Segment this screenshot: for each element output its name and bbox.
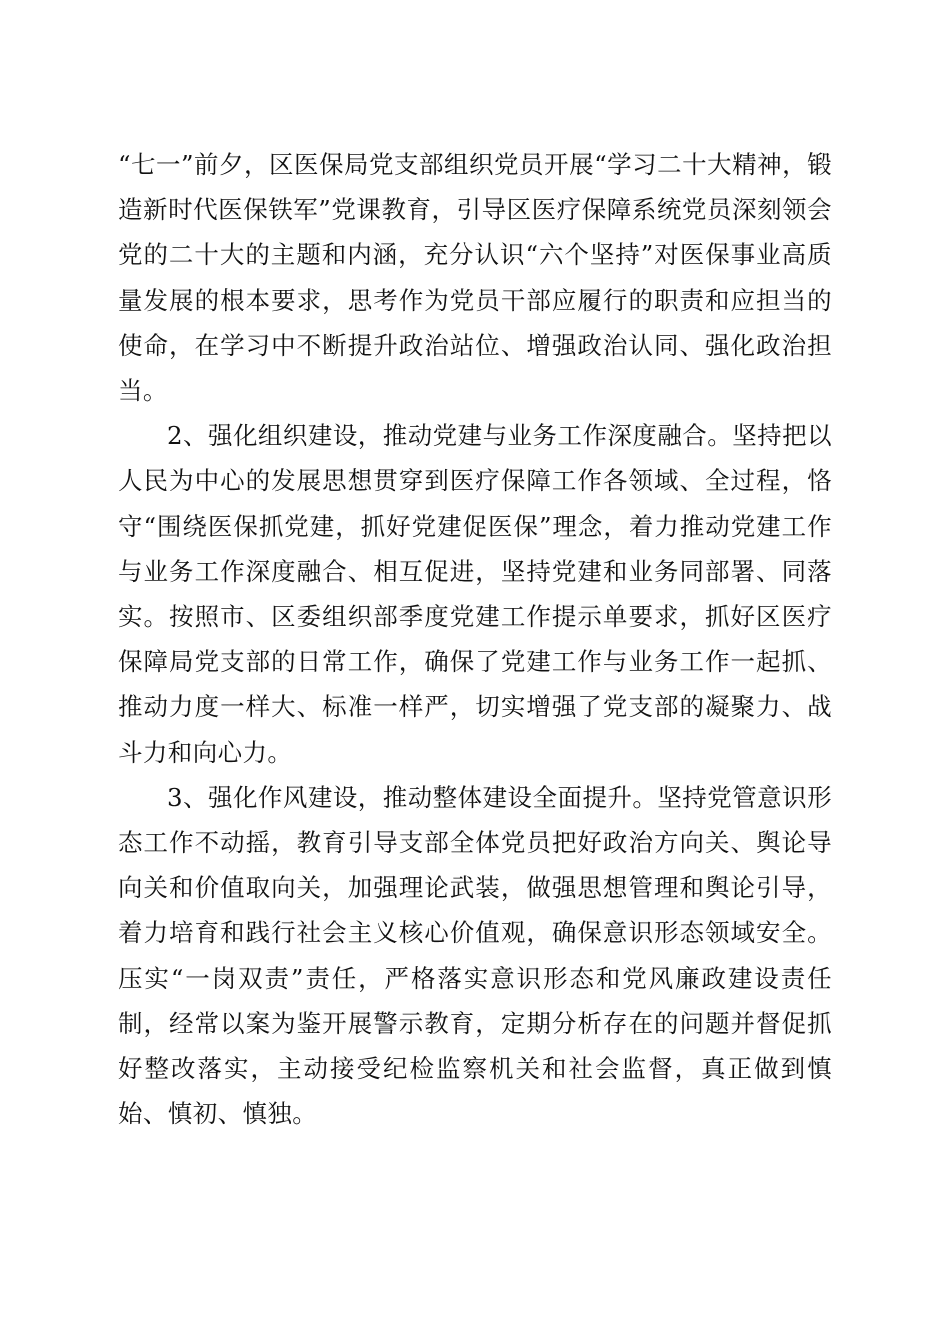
document-body bbox=[118, 142, 832, 1136]
paragraph-continuation: “七一”前夕，区医保局党支部组织党员开展“学习二十大精神，锻造新时代医保铁军”党课教育，引导区医疗保障系统党员深刻领会党的二十大的主题和内涵，充分认识“六个坚持”对医保事业高质量发展的根本要求，思考作为党员干部应履行的职责和应担当的使命，在学习中不断提升政治站位、增强政治认同、强化政治担当。 bbox=[118, 150, 832, 406]
paragraph-work-style-building: 3、强化作风建设，推动整体建设全面提升。坚持党管意识形态工作不动摇，教育引导支部全体党员把好政治方向关、舆论导向关和价值取向关，加强理论武装，做强思想管理和舆论引导，着力培育和践行社会主义核心价值观，确保意识形态领域安全。压实“一岗双责”责任，严格落实意识形态和党风廉政建设责任制，经常以案为鉴开展警示教育，定期分析存在的问题并督促抓好整改落实，主动接受纪检监察机关和社会监督，真正做到慎始、慎初、慎独。 bbox=[118, 782, 832, 1129]
paragraph-organization-building: 2、强化组织建设，推动党建与业务工作深度融合。坚持把以人民为中心的发展思想贯穿到医疗保障工作各领域、全过程，恪守“围绕医保抓党建，抓好党建促医保”理念，着力推动党建工作与业务工作深度融合、相互促进，坚持党建和业务同部署、同落实。按照市、区委组织部季度党建工作提示单要求，抓好区医疗保障局党支部的日常工作，确保了党建工作与业务工作一起抓、推动力度一样大、标准一样严，切实增强了党支部的凝聚力、战斗力和向心力。 bbox=[118, 421, 832, 767]
